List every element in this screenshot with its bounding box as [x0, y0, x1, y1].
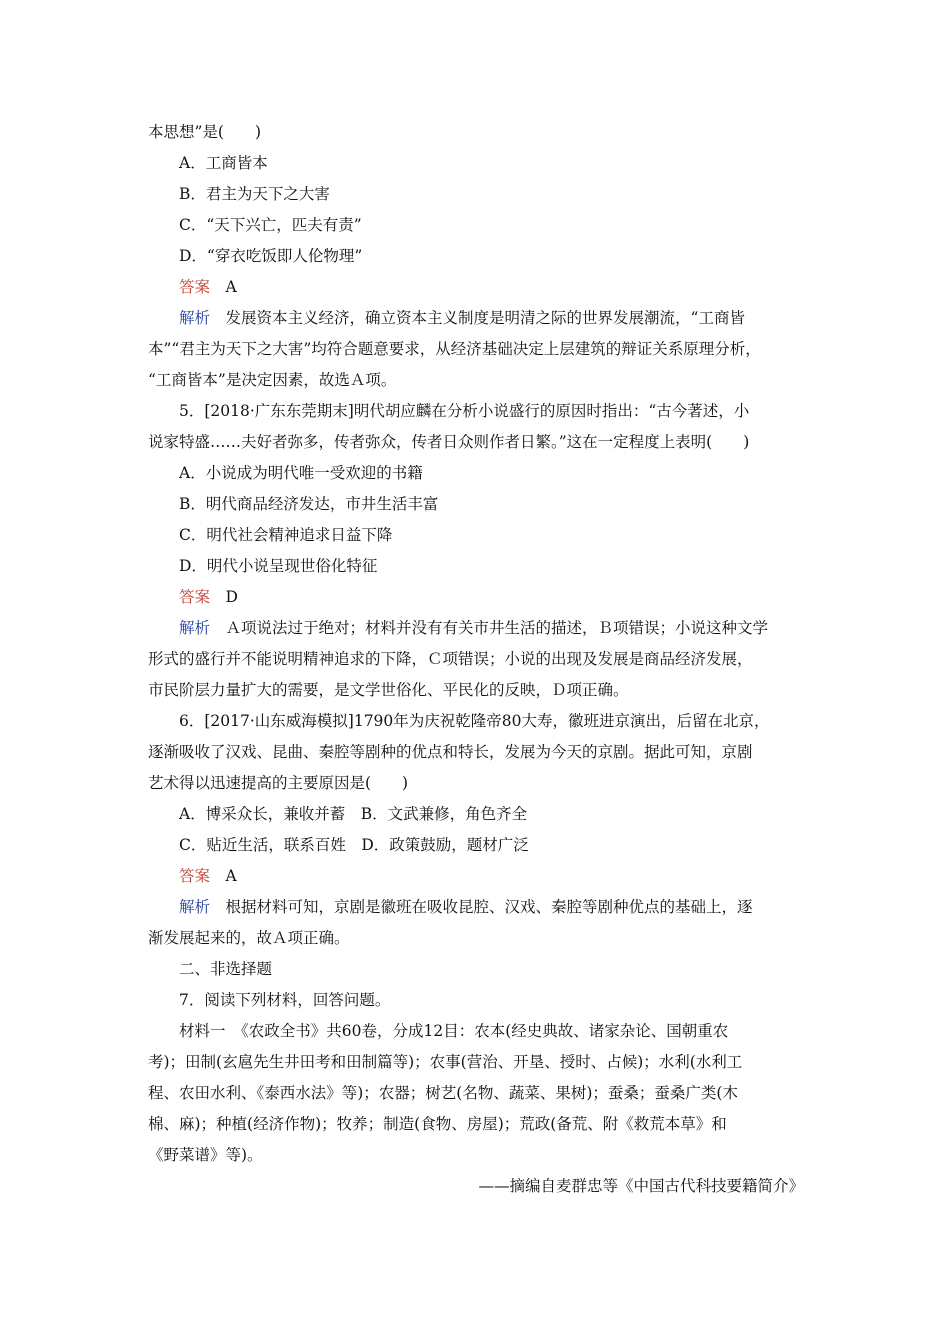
analysis-label: 解析: [179, 619, 211, 637]
q5-answer: [148, 582, 812, 613]
q4-stem-tail: 本思想”是( ): [148, 123, 262, 141]
answer-value: D: [225, 588, 238, 606]
q4-analysis-line-2: 本”“君主为天下之大害”均符合题意要求，从经济基础决定上层建筑的辩证关系原理分析，: [148, 340, 761, 358]
analysis-text: 发展资本主义经济，确立资本主义制度是明清之际的世界发展潮流，“工商皆: [225, 309, 745, 327]
q7-material-line-4: 棉、麻)；种植(经济作物)；牧养；制造(食物、房屋)；荒政(备荒、附《救荒本草》和: [148, 1115, 727, 1133]
analysis-label: 解析: [179, 309, 211, 327]
q5-option-a: A．小说成为明代唯一受欢迎的书籍: [179, 464, 423, 482]
q6-analysis-line-1: [148, 892, 812, 923]
q5-analysis-line-1: [148, 613, 812, 644]
q6-stem-line-3: 艺术得以迅速提高的主要原因是( ): [148, 774, 409, 792]
answer-value: A: [225, 867, 237, 885]
q7-material-line-2: 考)；田制(玄扈先生井田考和田制篇等)；农事(营治、开垦、授时、占候)；水利(水利工: [148, 1053, 743, 1071]
q4-option-c: C．“天下兴亡，匹夫有责”: [179, 216, 362, 234]
q6-stem-line-1: 6．[2017·山东威海模拟]1790年为庆祝乾隆帝80大寿，徽班进京演出，后留在北京，: [179, 712, 770, 730]
document-body: [148, 117, 812, 1202]
q6-stem-line-2: 逐渐吸收了汉戏、昆曲、秦腔等剧种的优点和特长，发展为今天的京剧。据此可知，京剧: [148, 743, 753, 761]
q5-option-c: C．明代社会精神追求日益下降: [179, 526, 393, 544]
q4-option-a: A．工商皆本: [179, 154, 268, 172]
q4-option-b: B．君主为天下之大害: [179, 185, 330, 203]
q5-option-b: B．明代商品经济发达，市井生活丰富: [179, 495, 439, 513]
q6-options-ab: A．博采众长，兼收并蓄 B．文武兼修，角色齐全: [179, 805, 528, 823]
q5-option-d: D．明代小说呈现世俗化特征: [179, 557, 378, 575]
analysis-label: 解析: [179, 898, 211, 916]
q7-stem: 7．阅读下列材料，回答问题。: [179, 991, 391, 1009]
q4-answer: [148, 272, 812, 303]
q5-analysis-line-2: 形式的盛行并不能说明精神追求的下降，Ｃ项错误；小说的出现及发展是商品经济发展，: [148, 650, 753, 668]
analysis-text: 根据材料可知，京剧是徽班在吸收昆腔、汉戏、秦腔等剧种优点的基础上，逐: [225, 898, 753, 916]
q5-stem-line-1: 5．[2018·广东东莞期末]明代胡应麟在分析小说盛行的原因时指出：“古今著述，小: [179, 402, 750, 420]
q4-analysis-line-1: [148, 303, 812, 334]
q5-analysis-line-3: 市民阶层力量扩大的需要，是文学世俗化、平民化的反映，Ｄ项正确。: [148, 681, 629, 699]
q4-option-d: D．“穿衣吃饭即人伦物理”: [179, 247, 363, 265]
q4-analysis-line-3: “工商皆本”是决定因素，故选Ａ项。: [148, 371, 397, 389]
q7-material-line-1: 材料一 《农政全书》共60卷，分成12目：农本(经史典故、诸家杂论、国朝重农: [179, 1022, 729, 1040]
answer-value: A: [225, 278, 237, 296]
answer-label: 答案: [179, 867, 211, 885]
answer-label: 答案: [179, 588, 211, 606]
analysis-text: Ａ项说法过于绝对；材料并没有有关市井生活的描述，Ｂ项错误；小说这种文学: [225, 619, 769, 637]
q7-source-citation: ——摘编自麦群忠等《中国古代科技要籍简介》: [478, 1177, 804, 1195]
q5-stem-line-2: 说家特盛……夫好者弥多，传者弥众，传者日众则作者日繁。”这在一定程度上表明( ): [148, 433, 750, 451]
q7-material-line-3: 程、农田水利、《泰西水法》等)；农器；树艺(名物、蔬菜、果树)；蚕桑；蚕桑广类(木: [148, 1084, 738, 1102]
q6-options-cd: C．贴近生活，联系百姓 D．政策鼓励，题材广泛: [179, 836, 529, 854]
section-title: 二、非选择题: [179, 960, 273, 978]
q7-material-line-5: 《野菜谱》等)。: [148, 1146, 263, 1164]
answer-label: 答案: [179, 278, 211, 296]
q6-analysis-line-2: 渐发展起来的，故Ａ项正确。: [148, 929, 350, 947]
q6-answer: [148, 861, 812, 892]
